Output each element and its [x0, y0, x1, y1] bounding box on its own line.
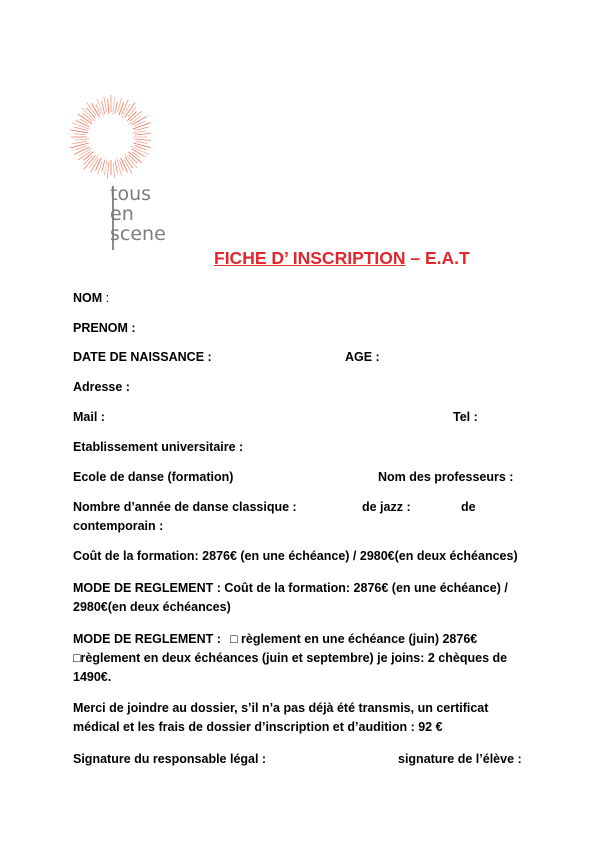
sunburst-ray — [133, 143, 150, 148]
field-prenom: PRENOM : — [73, 321, 136, 335]
field-tel: Tel : — [453, 410, 478, 424]
signature-eleve: signature de l’élève : — [398, 752, 522, 766]
sunburst-ray — [107, 162, 108, 179]
sunburst-ray — [135, 139, 151, 140]
logo-line: scene — [110, 223, 166, 245]
sunburst-ray — [73, 141, 87, 143]
sunburst-ray — [75, 139, 89, 140]
sunburst-ray — [129, 155, 137, 163]
page-title — [214, 248, 470, 269]
sunburst-ray — [97, 161, 102, 174]
sunburst-ray — [74, 134, 85, 135]
field-adresse: Adresse : — [73, 380, 130, 394]
cout-formation: Coût de la formation: 2876€ (en une échéance) / 2980€(en deux échéances) — [73, 549, 518, 563]
merci-line2: médical et les frais de dossier d’inscription et d’audition : 92 € — [73, 720, 443, 734]
logo-line: tous — [110, 183, 152, 205]
sunburst-ray — [83, 113, 92, 121]
field-mail: Mail : — [73, 410, 105, 424]
sunburst-ray — [137, 142, 148, 144]
field-nom-colon: : — [102, 291, 110, 305]
field-nom-label: NOM — [73, 291, 103, 305]
field-ecole: Ecole de danse (formation) — [73, 470, 234, 484]
sunburst-ray — [113, 163, 114, 178]
field-contemporain: contemporain : — [73, 519, 164, 533]
field-nom — [73, 290, 109, 306]
sunburst-ray — [133, 131, 147, 133]
mode-reglement-1-line1: MODE DE REGLEMENT : Coût de la formation: 2876€ (en une échéance) / — [73, 581, 508, 595]
sunburst-ray — [115, 102, 117, 114]
signature-responsable: Signature du responsable légal : — [73, 752, 267, 766]
option-une-echeance: □ règlement en une échéance (juin) 2876€ — [230, 632, 478, 646]
field-de: de — [461, 500, 476, 514]
field-professeurs: Nom des professeurs : — [378, 470, 514, 484]
sunburst-icon — [66, 92, 156, 182]
mode-reglement-2-label: MODE DE REGLEMENT : — [73, 632, 221, 646]
sunburst-ray — [108, 99, 109, 114]
logo-text — [110, 184, 166, 244]
field-jazz: de jazz : — [362, 500, 411, 514]
sunburst-ray — [132, 152, 140, 158]
mode-reglement-1-line2: 2980€(en deux échéances) — [73, 600, 231, 614]
field-etablissement: Etablissement universitaire : — [73, 440, 244, 454]
option-deux-echeances-montant: 1490€. — [73, 670, 112, 684]
title-suffix: – E.A.T — [405, 248, 470, 268]
title-main: FICHE D’ INSCRIPTION — [214, 248, 406, 268]
field-date-naissance: DATE DE NAISSANCE : — [73, 350, 212, 364]
logo-line: en — [110, 203, 134, 225]
sunburst-ray — [113, 98, 114, 115]
sunburst-ray — [115, 161, 117, 174]
field-age: AGE : — [345, 350, 380, 364]
field-annees-classique: Nombre d’année de danse classique : — [73, 500, 297, 514]
sunburst-ray — [135, 134, 151, 135]
option-deux-echeances: □règlement en deux échéances (juin et septembre) je joins: 2 chèques de — [73, 651, 508, 665]
sunburst-ray — [104, 97, 107, 112]
merci-line1: Merci de joindre au dossier, s’il n’a pas déjà été transmis, un certificat — [73, 701, 489, 715]
